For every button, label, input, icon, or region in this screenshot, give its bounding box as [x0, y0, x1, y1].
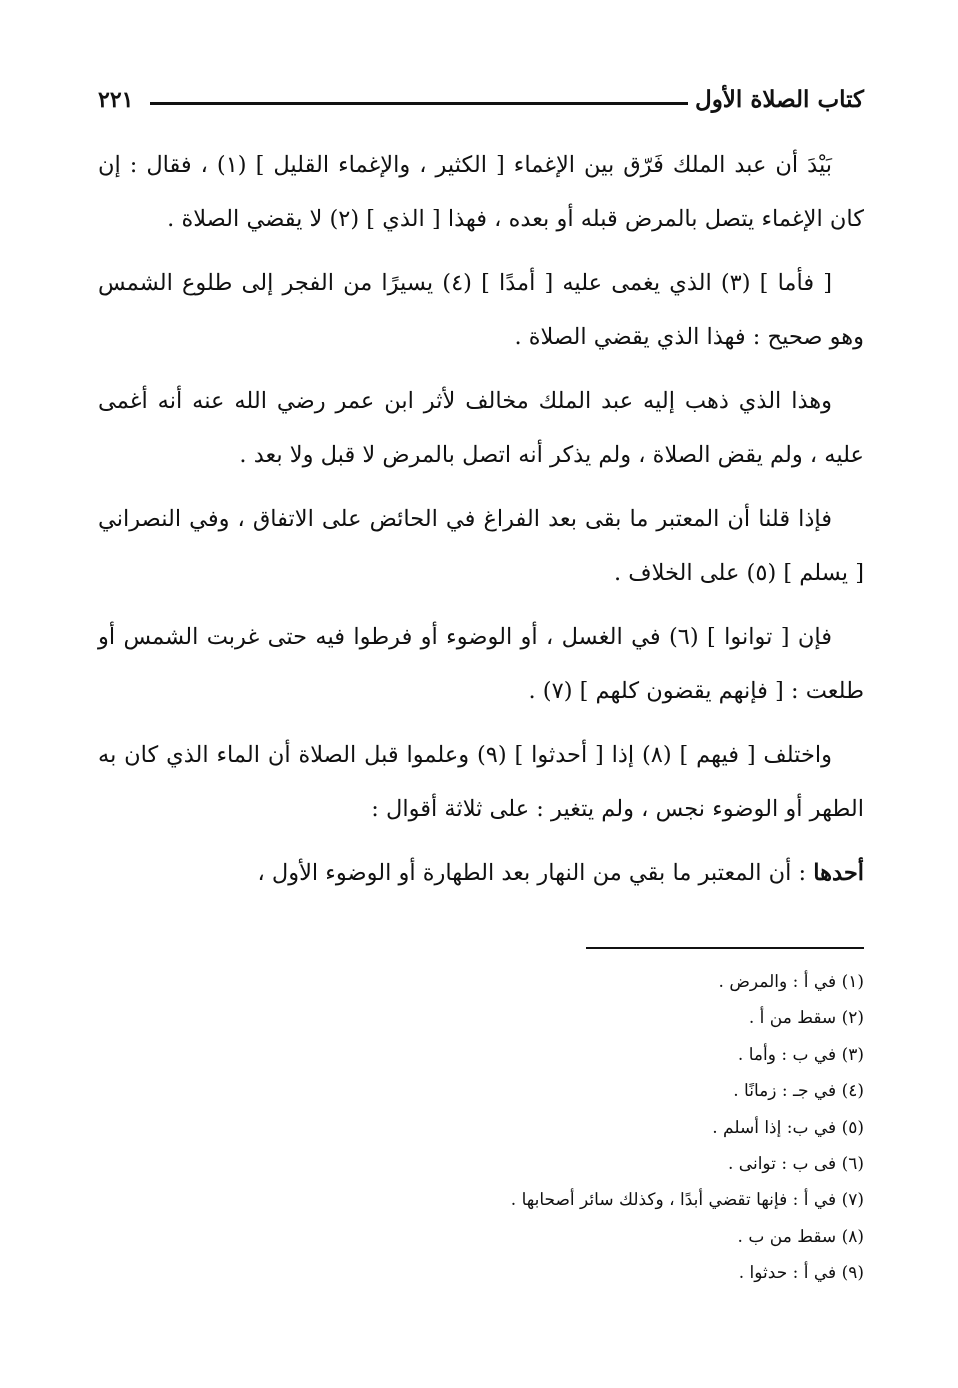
page-number: ٢٢١ — [98, 87, 134, 113]
paragraph-7-text: : أن المعتبر ما بقي من النهار بعد الطهارة أو الوضوء الأول ، — [257, 860, 814, 886]
footnote-1: (١) في أ : والمرض . — [718, 972, 864, 992]
running-title: كتاب الصلاة الأول — [694, 86, 864, 113]
footnote-rule — [586, 947, 864, 949]
footnote-5: (٥) في ب: إذا أسلم . — [712, 1117, 864, 1138]
footnote-3: (٣) في ب : وأما . — [737, 1044, 864, 1065]
footnote-7: (٧) في أ : فإنها تقضي أبدًا ، وكذلك سائر أصحابها . — [510, 1190, 864, 1211]
footnote-9: (٩) في أ : حدثوا . — [738, 1263, 864, 1284]
paragraph-2: [ فأما ] (٣) الذي يغمى عليه [ أمدًا ] (٤) يسيرًا من الفجر إلى طلوع الشمس وهو صحيح : فهذا الذي يقضي الصلاة . — [98, 270, 864, 350]
header-rule — [150, 102, 688, 105]
paragraph-lead-word: أحدها — [813, 860, 864, 886]
main-text — [98, 138, 864, 910]
paragraph-7 — [98, 846, 864, 900]
footnote-4: (٤) في جـ : زمانًا . — [733, 1081, 864, 1102]
page-header — [98, 80, 864, 120]
paragraph-6: واختلف [ فيهم ] (٨) إذا [ أحدثوا ] (٩) وعلموا قبل الصلاة أن الماء الذي كان به الطهر أو الوضوء نجس ، ولم يتغير : على ثلاثة أقوال : — [98, 742, 864, 822]
paragraph-1: بَيْدَ أن عبد الملك فَرّق بين الإغماء [ الكثير ، والإغماء القليل ] (١) ، فقال : إن كان الإغماء يتصل بالمرض قبله أو بعده ، فهذا [ الذي ] (٢) لا يقضي الصلاة . — [98, 152, 864, 232]
paragraph-4: فإذا قلنا أن المعتبر ما بقى بعد الفراغ في الحائض على الاتفاق ، وفي النصراني [ يسلم ] (٥) على الخلاف . — [98, 506, 864, 586]
footnote-2: (٢) سقط من أ . — [748, 1008, 864, 1029]
footnote-8: (٨) سقط من ب . — [737, 1226, 864, 1247]
footnotes-list — [304, 964, 864, 1292]
footnote-6: (٦) فى ب : توانى . — [727, 1154, 864, 1175]
paragraph-5: فإن [ توانوا ] (٦) في الغسل ، أو الوضوء أو فرطوا فيه حتى غربت الشمس أو طلعت : [ فإنهم يقضون كلهم ] (٧) . — [98, 624, 864, 704]
paragraph-3: وهذا الذي ذهب إليه عبد الملك مخالف لأثر ابن عمر رضي الله عنه أنه أغمى عليه ، ولم يقض الصلاة ، ولم يذكر أنه اتصل بالمرض لا قبل ولا بعد . — [98, 388, 864, 468]
